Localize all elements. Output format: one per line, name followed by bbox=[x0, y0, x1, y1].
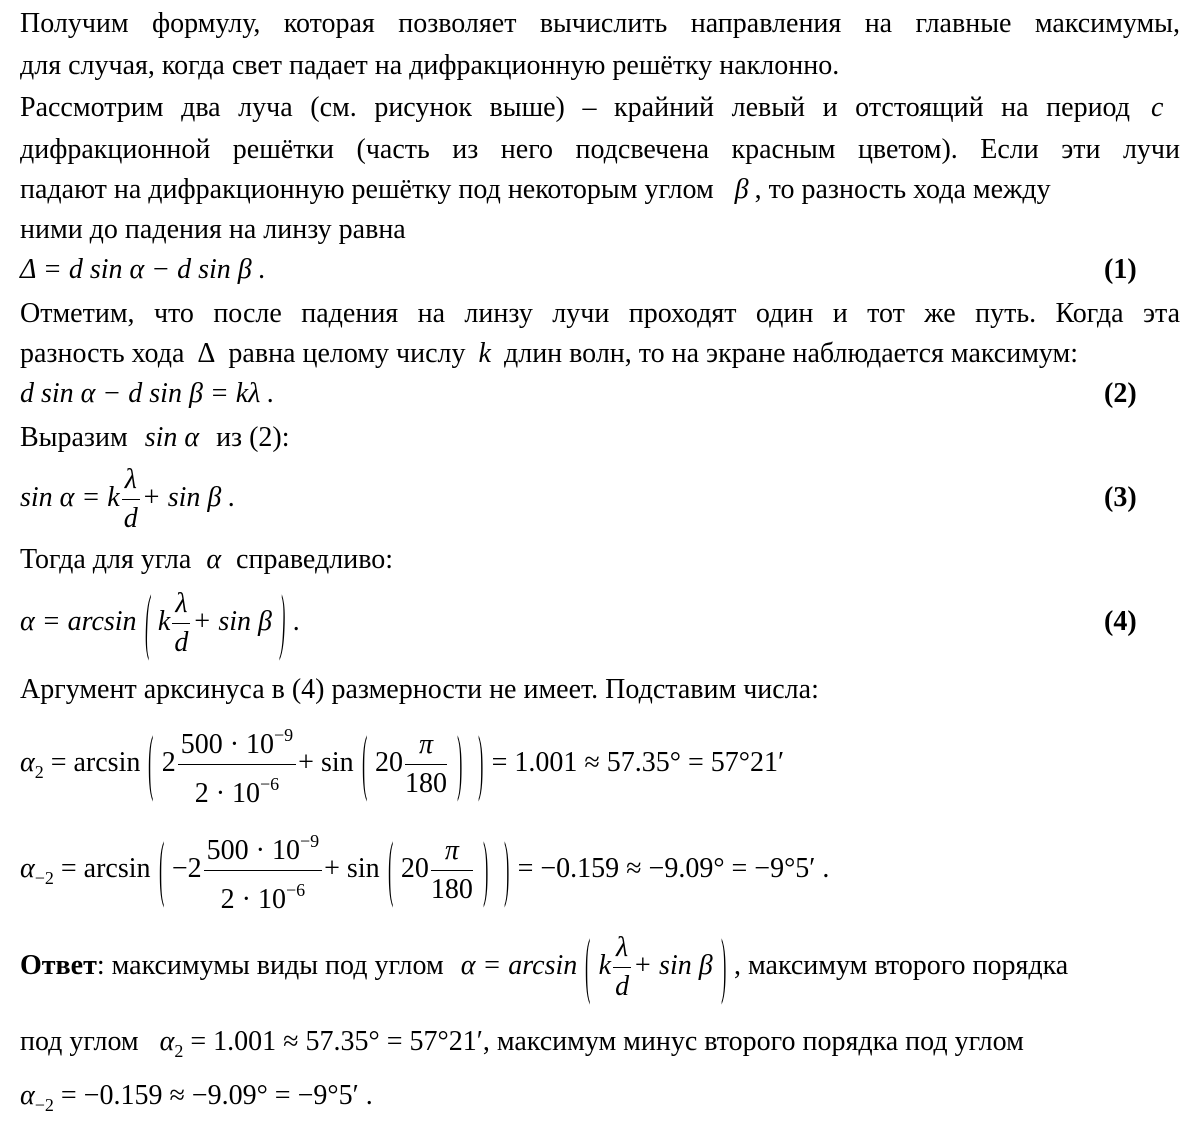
calc-alpha-m2-frac-den bbox=[204, 871, 322, 919]
calc-alpha-2-fraction bbox=[178, 716, 296, 813]
calc-alpha-m2-arcsin: = arcsin bbox=[60, 852, 151, 884]
equation-4-end: . bbox=[293, 606, 301, 637]
answer-formula-rhs: + sin β bbox=[633, 950, 713, 981]
answer-line-3 bbox=[20, 1078, 373, 1123]
calc-alpha-m2-result: = −0.159 ≈ −9.09° = −9°5′ . bbox=[517, 852, 830, 884]
paragraph-4-b: из (2): bbox=[216, 422, 290, 453]
calc-alpha-m2-num-base: 500 · 10 bbox=[206, 835, 300, 866]
paragraph-5-a: Тогда для угла bbox=[20, 544, 192, 575]
calc-alpha-2-result: = 1.001 ≈ 57.35° = 57°21′ bbox=[491, 746, 785, 778]
calc-alpha-2-num-base: 500 · 10 bbox=[180, 729, 275, 760]
answer-formula-den: d bbox=[615, 971, 630, 1003]
calc-alpha-2-deg-den: 180 bbox=[404, 768, 447, 799]
calc-alpha-m2-frac-num bbox=[204, 822, 322, 871]
calc-alpha-2-arcsin: = arcsin bbox=[50, 746, 141, 778]
equation-4-fraction-num: λ bbox=[172, 585, 190, 624]
paragraph-3-line-2-b: равна целому числу bbox=[228, 338, 466, 369]
answer-l2-b: , максимум минус второго порядка под углом bbox=[482, 1026, 1024, 1057]
equation-3-fraction bbox=[122, 461, 140, 538]
symbol-delta: Δ bbox=[197, 338, 216, 369]
calc-alpha-m2-inner-right-paren: ) bbox=[483, 828, 489, 910]
paragraph-2-line-1 bbox=[20, 90, 1180, 126]
answer-l2-result: = 1.001 ≈ 57.35° = 57°21′ bbox=[190, 1026, 483, 1057]
calc-alpha-m2-num-exp: −9 bbox=[299, 831, 320, 851]
paragraph-6: Аргумент арксинуса в (4) размерности не имеет. Подставим числа: bbox=[20, 674, 819, 705]
equation-2: d sin α − d sin β = kλ . bbox=[20, 378, 275, 409]
paragraph-3-line-2-c: длин волн, то на экране наблюдается максимум: bbox=[503, 338, 1079, 369]
equation-4-number: (4) bbox=[1104, 606, 1137, 637]
calc-alpha-m2-inner-left-paren: ( bbox=[387, 828, 393, 910]
equation-1-number: (1) bbox=[1104, 254, 1137, 285]
calc-alpha-m2-deg-coef: 20 bbox=[400, 852, 429, 884]
paragraph-5-b: справедливо: bbox=[236, 544, 393, 575]
answer-l1-b: , максимум второго порядка bbox=[734, 950, 1069, 981]
calc-alpha-m2-den-exp: −6 bbox=[285, 880, 306, 900]
calc-alpha-2-num-exp: −9 bbox=[274, 725, 294, 745]
equation-4-fraction-den: d bbox=[174, 627, 189, 659]
answer-label: Ответ bbox=[20, 950, 97, 981]
answer-formula-num: λ bbox=[613, 929, 631, 968]
paragraph-2-line-3-a: падают на дифракционную решётку под некоторым углом bbox=[20, 174, 714, 205]
calc-alpha-m2-den-base: 2 · 10 bbox=[220, 884, 286, 915]
paragraph-4-a: Выразим bbox=[20, 422, 128, 453]
answer-line-2 bbox=[20, 1024, 1024, 1069]
paragraph-5 bbox=[20, 542, 393, 578]
answer-l1-a: : максимумы виды под углом bbox=[96, 950, 444, 981]
calc-alpha-m2-symbol: α bbox=[20, 852, 35, 884]
paragraph-2-line-3 bbox=[20, 172, 1051, 208]
calc-alpha-2-coef: 2 bbox=[161, 746, 176, 778]
answer-formula-lhs: α = arcsin bbox=[460, 950, 578, 981]
equation-4-fraction bbox=[172, 585, 190, 662]
paragraph-2-line-2: дифракционной решётки (часть из него подсвечена красным цветом). Если эти лучи bbox=[20, 134, 1180, 165]
calculation-alpha-minus-2 bbox=[20, 822, 829, 923]
calculation-alpha-2 bbox=[20, 716, 784, 817]
calc-alpha-2-symbol: α bbox=[20, 746, 35, 778]
answer-l3-sub: −2 bbox=[34, 1095, 54, 1115]
calc-alpha-2-den-base: 2 · 10 bbox=[194, 778, 261, 809]
calc-alpha-2-left-paren: ( bbox=[148, 722, 154, 804]
paragraph-2-line-4: ними до падения на линзу равна bbox=[20, 214, 406, 245]
calc-alpha-2-pi: π bbox=[405, 726, 447, 765]
equation-4-right-paren: ) bbox=[280, 581, 286, 663]
answer-l3-alpha: α bbox=[20, 1080, 35, 1111]
calc-alpha-2-inner-left-paren: ( bbox=[361, 722, 367, 804]
answer-formula-k: k bbox=[598, 950, 612, 981]
calc-alpha-2-frac-den bbox=[178, 765, 296, 813]
calc-alpha-2-frac-num bbox=[178, 716, 296, 765]
equation-4-lhs: α = arcsin bbox=[20, 606, 137, 637]
calc-alpha-2-den-exp: −6 bbox=[260, 774, 280, 794]
paragraph-3-line-1: Отметим, что после падения на линзу лучи проходят один и тот же путь. Когда эта bbox=[20, 298, 1180, 329]
paragraph-4 bbox=[20, 420, 290, 456]
paragraph-1-line-1: Получим формулу, которая позволяет вычислить направления на главные максимумы, bbox=[20, 8, 1180, 39]
calc-alpha-2-right-paren: ) bbox=[478, 722, 484, 804]
calc-alpha-2-deg-coef: 20 bbox=[374, 746, 403, 778]
answer-l2-sub: 2 bbox=[174, 1041, 184, 1061]
equation-3 bbox=[20, 458, 235, 538]
symbol-alpha: α bbox=[206, 544, 222, 575]
calc-alpha-m2-left-paren: ( bbox=[158, 828, 164, 910]
equation-4-rhs: + sin β bbox=[192, 606, 272, 637]
paragraph-3-line-2-a: разность хода bbox=[20, 338, 185, 369]
answer-l3-result: = −0.159 ≈ −9.09° = −9°5′ . bbox=[60, 1080, 373, 1111]
calc-alpha-m2-deg-den: 180 bbox=[430, 874, 473, 905]
calc-alpha-2-subscript: 2 bbox=[34, 761, 44, 782]
paragraph-2-line-1-text: Рассмотрим два луча (см. рисунок выше) – крайний левый и отстоящий на период bbox=[20, 92, 1130, 123]
symbol-beta: β bbox=[734, 174, 749, 205]
calc-alpha-2-inner-right-paren: ) bbox=[457, 722, 463, 804]
answer-formula-fraction bbox=[613, 929, 631, 1006]
answer-l2-a: под углом bbox=[20, 1026, 139, 1057]
answer-formula-right-paren: ) bbox=[720, 925, 726, 1007]
paragraph-2-line-3-b: , то разность хода между bbox=[754, 174, 1051, 205]
answer-l2-alpha: α bbox=[159, 1026, 175, 1057]
calc-alpha-2-deg-fraction bbox=[405, 726, 447, 803]
equation-1: Δ = d sin α − d sin β . bbox=[20, 254, 266, 285]
equation-3-number: (3) bbox=[1104, 482, 1137, 513]
equation-4 bbox=[20, 582, 300, 664]
calc-alpha-m2-pi: π bbox=[431, 832, 473, 871]
answer-line-1 bbox=[20, 926, 1180, 1008]
calc-alpha-m2-plus-sin: + sin bbox=[324, 852, 380, 884]
calc-alpha-m2-right-paren: ) bbox=[504, 828, 510, 910]
equation-3-fraction-num: λ bbox=[122, 461, 140, 500]
equation-4-left-paren: ( bbox=[144, 581, 150, 663]
symbol-c: c bbox=[1151, 92, 1164, 123]
calc-alpha-m2-deg-fraction bbox=[431, 832, 473, 909]
equation-2-number: (2) bbox=[1104, 378, 1137, 409]
calc-alpha-2-plus-sin: + sin bbox=[298, 746, 354, 778]
equation-3-rhs: + sin β . bbox=[141, 482, 236, 513]
equation-4-k: k bbox=[157, 606, 171, 637]
answer-formula-left-paren: ( bbox=[585, 925, 591, 1007]
paragraph-1-line-2: для случая, когда свет падает на дифракционную решётку наклонно. bbox=[20, 50, 840, 81]
calc-alpha-m2-fraction bbox=[204, 822, 322, 919]
equation-3-lhs: sin α = k bbox=[20, 482, 120, 513]
symbol-sin-alpha: sin α bbox=[144, 422, 200, 453]
calc-alpha-m2-coef: −2 bbox=[171, 852, 202, 884]
equation-3-fraction-den: d bbox=[123, 503, 138, 535]
symbol-k: k bbox=[478, 338, 491, 369]
calc-alpha-m2-subscript: −2 bbox=[34, 867, 54, 888]
paragraph-3-line-2 bbox=[20, 336, 1078, 372]
